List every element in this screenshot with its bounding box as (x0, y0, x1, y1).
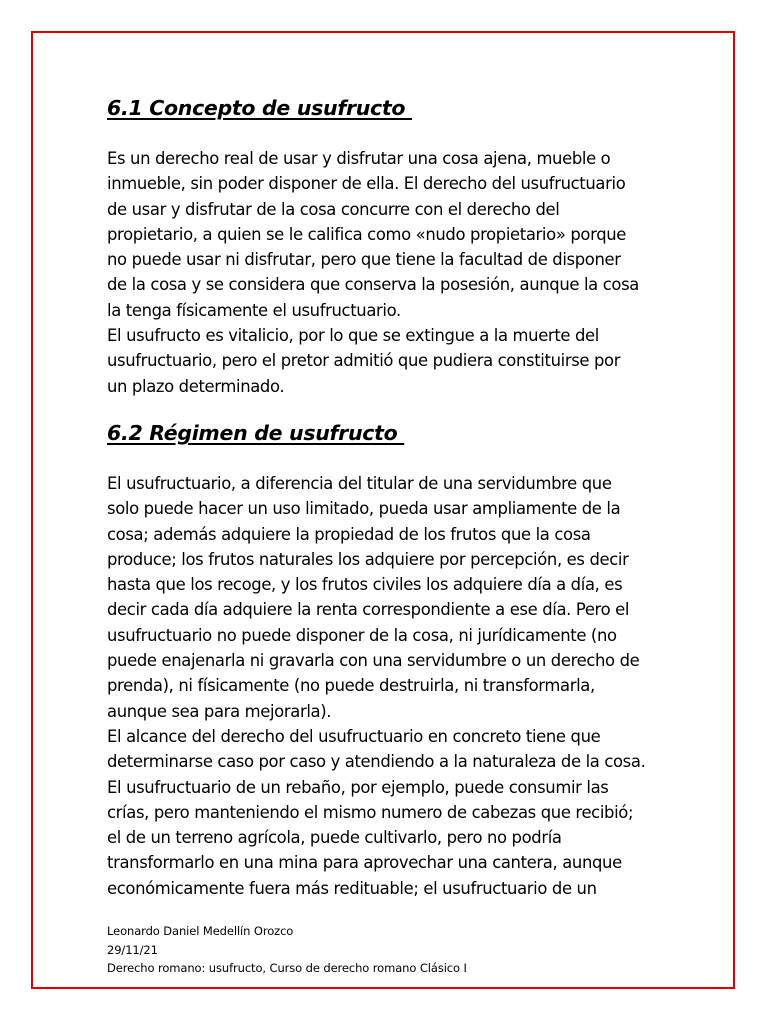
text-line: usufructuario no puede disponer de la cosa, ni jurídicamente (no (107, 625, 617, 645)
section-heading-regimen: 6.2 Régimen de usufructo (107, 420, 405, 445)
text-line: un plazo determinado. (107, 376, 285, 396)
text-line: inmueble, sin poder disponer de ella. El derecho del usufructuario (107, 174, 626, 194)
text-line: cosa; además adquiere la propiedad de los frutos que la cosa (107, 524, 591, 544)
text-line: El usufructuario de un rebaño, por ejemplo, puede consumir las (107, 777, 609, 797)
text-line: Es un derecho real de usar y disfrutar una cosa ajena, mueble o (107, 149, 611, 168)
text-line: crías, pero manteniendo el mismo numero de cabezas que recibió; (107, 802, 634, 822)
text-line: el de un terreno agrícola, puede cultivarlo, pero no podría (107, 828, 562, 848)
page-footer (107, 922, 467, 978)
text-line: transformarlo en una mina para aprovechar una cantera, aunque (107, 853, 622, 873)
footer-course: Derecho romano: usufructo, Curso de derecho romano Clásico I (107, 961, 467, 975)
footer-date: 29/11/21 (107, 942, 158, 957)
text-line: determinarse caso por caso y atendiendo a la naturaleza de la cosa. (107, 752, 646, 772)
text-line: de la cosa y se considera que conserva la posesión, aunque la cosa (107, 275, 639, 295)
text-line: El alcance del derecho del usufructuario en concreto tiene que (107, 726, 601, 746)
text-line: la tenga físicamente el usufructuario. (107, 300, 401, 320)
text-line: no puede usar ni disfrutar, pero que tiene la facultad de disponer (107, 250, 621, 270)
text-line: propietario, a quien se le califica como «nudo propietario» porque (107, 224, 627, 244)
section-body-concepto (107, 146, 667, 399)
document-body (107, 92, 667, 901)
text-line: usufructuario, pero el pretor admitió que pudiera constituirse por (107, 351, 621, 371)
text-line: decir cada día adquiere la renta correspondiente a ese día. Pero el (107, 600, 630, 620)
text-line: solo puede hacer un uso limitado, pueda usar ampliamente de la (107, 499, 621, 519)
text-line: económicamente fuera más redituable; el usufructuario de un (107, 878, 597, 898)
text-line: hasta que los recoge, y los frutos civiles los adquiere día a día, es (107, 575, 623, 595)
text-line: produce; los frutos naturales los adquiere por percepción, es decir (107, 549, 629, 569)
text-line: prenda), ni físicamente (no puede destruirla, ni transformarla, (107, 676, 595, 696)
footer-author: Leonardo Daniel Medellín Orozco (107, 924, 294, 938)
section-body-regimen (107, 471, 667, 901)
text-line: aunque sea para mejorarla). (107, 701, 332, 721)
text-line: de usar y disfrutar de la cosa concurre con el derecho del (107, 199, 560, 219)
section-heading-concepto: 6.1 Concepto de usufructo (107, 96, 413, 120)
text-line: El usufructo es vitalicio, por lo que se extingue a la muerte del (107, 326, 599, 346)
text-line: El usufructuario, a diferencia del titular de una servidumbre que (107, 473, 612, 493)
text-line: puede enajenarla ni gravarla con una servidumbre o un derecho de (107, 651, 640, 671)
